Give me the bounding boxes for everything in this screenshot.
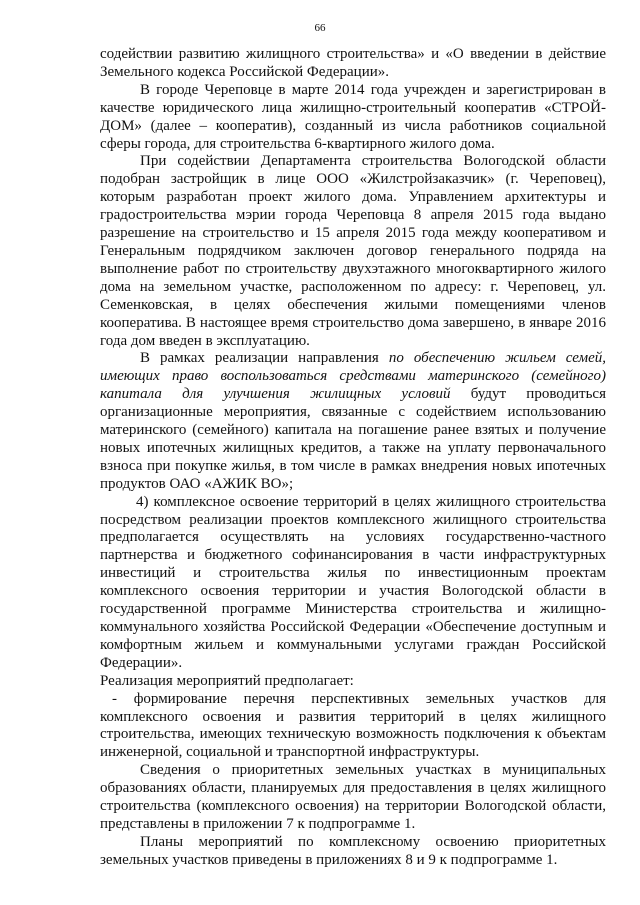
paragraph-measures-intro: Реализация мероприятий предполагает: — [100, 672, 354, 689]
paragraph-lead-text: В рамках реализации направления — [140, 350, 389, 367]
paragraph-emphasis-text: по обеспечению жильем семей, имеющих право воспользоваться средствами материнского (семейного) капитала для улучшения жилищных условий — [100, 350, 606, 403]
paragraph-cooperative-founding: В городе Череповце в марте 2014 года учрежден и зарегистрирован в качестве юридического лица жилищно-строительный кооператив «СТРОЙ-ДОМ» (далее – кооператив), созданный из числа работников социальной сферы города, для строительства 6-квартирного жилого дома. — [100, 81, 606, 152]
paragraph-developer-selection: При содействии Департамента строительства Вологодской области подобран застройщик в лице ООО «Жилстройзаказчик» (г. Череповец), которым разработан проект жилого дома. Управлением архитектуры и градостроительства мэрии города Череповца 8 апреля 2015 года выдано разрешение на строительство и 15 апреля 2015 года между кооперативом и Генеральным подрядчиком заключен договор генерального подряда на выполнение работ по строительству двухэтажного многоквартирного жилого дома на земельном участке, расположенном по адресу: г. Череповец, ул. Семенковская, в целях обеспечения жилыми помещениями членов кооператива. В настоящее время строительство дома завершено, в январе 2016 года дом введен в эксплуатацию. — [100, 153, 606, 349]
paragraph-bullet-land-plots: - формирование перечня перспективных земельных участков для комплексного освоения и развития территорий в целях жилищного строительства, имеющих техническую возможность подключения к объектам инженерной, социальной и транспортной инфраструктуры. — [100, 690, 606, 761]
document-body — [100, 46, 606, 870]
paragraph-plans-appendices: Планы мероприятий по комплексному освоению приоритетных земельных участков приведены в приложениях 8 и 9 к подпрограмме 1. — [100, 833, 606, 868]
paragraph-priority-plots-info: Сведения о приоритетных земельных участках в муниципальных образованиях области, планируемых для предоставления в целях жилищного строительства (комплексного освоения) на территории Вологодской области, представлены в приложении 7 к подпрограмме 1. — [100, 762, 606, 832]
paragraph-continuation: содействии развитию жилищного строительства» и «О введении в действие Земельного кодекса Российской Федерации». — [100, 46, 606, 80]
paragraph-item-4-territory-development: 4) комплексное освоение территорий в целях жилищного строительства посредством реализации проектов комплексного жилищного строительства предполагается осуществлять на условиях государственно-частного партнерства и бюджетного софинансирования в части инфраструктурных инвестиций и строительства жилья по инвестиционным проектам комплексного освоения территории и участия Вологодской области в государственной программе Министерства строительства и жилищно-коммунального хозяйства Российской Федерации «Обеспечение доступным и комфортным жильем и коммунальными услугами граждан Российской Федерации». — [100, 493, 606, 671]
page-number: 66 — [314, 22, 326, 34]
paragraph-rest-text: будут проводиться организационные мероприятия, связанные с содействием использованию материнского (семейного) капитала на погашение ранее взятых и получение новых ипотечных жилищных кредитов, а также на уплату первоначального взноса при покупке жилья, в том числе в рамках внедрения новых ипотечных продуктов ОАО «АЖИК ВО»; — [100, 386, 606, 492]
paragraph-maternity-capital — [100, 350, 606, 493]
